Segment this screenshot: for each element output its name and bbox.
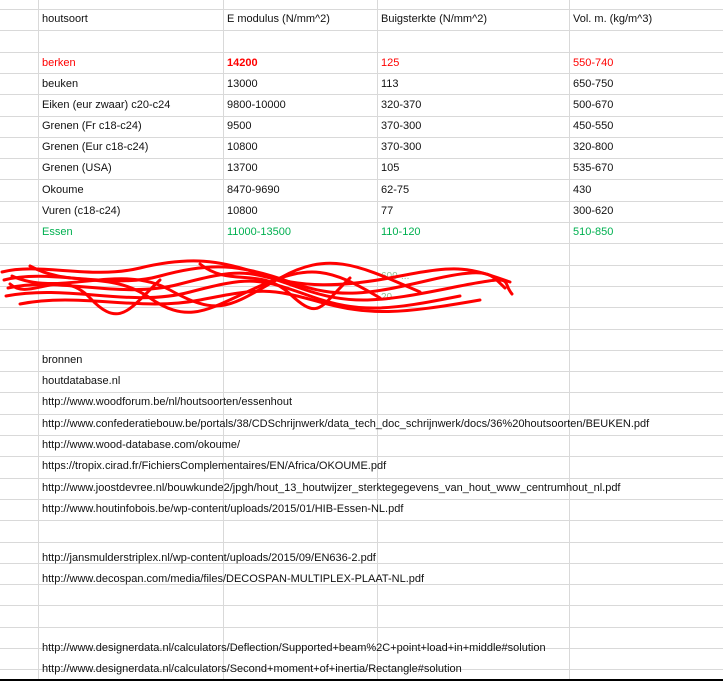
red-scribble-redaction [0,258,520,318]
table-cell-buig[interactable]: 125 [381,57,400,69]
obscured-cell[interactable]: 20 [381,292,393,303]
table-cell-emod[interactable]: 13700 [227,162,258,174]
sources-title[interactable]: bronnen [42,354,83,366]
table-cell-emod[interactable]: 9500 [227,120,252,132]
table-cell-vol[interactable]: 300-620 [573,205,614,217]
row-divider [0,627,723,628]
table-cell-name[interactable]: beuken [42,78,79,90]
table-cell-vol[interactable]: 550-740 [573,57,614,69]
table-cell-buig[interactable]: 370-300 [381,120,422,132]
table-row [0,74,723,95]
table-cell-emod[interactable]: 9800-10000 [227,99,286,111]
table-cell-vol[interactable]: 500-670 [573,99,614,111]
source-link[interactable]: https://tropix.cirad.fr/FichiersComplementaires/EN/Africa/OKOUME.pdf [42,460,387,473]
table-cell-emod[interactable]: 10800 [227,205,258,217]
table-cell-buig[interactable]: 77 [381,205,394,217]
source-row [0,456,723,477]
obscured-cell[interactable]: 600-... [381,271,410,282]
table-cell-emod[interactable]: 11000-13500 [227,226,292,238]
source-link[interactable]: http://www.confederatiebouw.be/portals/38/CDSchrijnwerk/data_tech_doc_schrijnwerk/docs/36%20houtsoorten/BEUKEN.pdf [42,417,650,430]
source-link[interactable]: http://www.designerdata.nl/calculators/Second+moment+of+inertia/Rectangle#solution [42,663,462,676]
source-row [0,414,723,435]
table-cell-buig[interactable]: 320-370 [381,99,422,111]
table-row [0,116,723,137]
table-cell-emod[interactable]: 14200 [227,57,258,69]
table-cell-vol[interactable]: 320-800 [573,141,614,153]
table-cell-buig[interactable]: 370-300 [381,141,422,153]
row-divider [0,520,723,521]
source-link[interactable]: http://www.designerdata.nl/calculators/Deflection/Supported+beam%2C+point+load+in+middle#solution [42,642,546,654]
source-link[interactable]: http://www.houtinfobois.be/wp-content/uploads/2015/01/HIB-Essen-NL.pdf [42,502,404,515]
table-row [0,95,723,116]
source-row [0,638,723,659]
source-link[interactable]: http://jansmulderstriplex.nl/wp-content/uploads/2015/09/EN636-2.pdf [42,552,376,564]
table-cell-vol[interactable]: 450-550 [573,120,614,132]
table-cell-name[interactable]: Grenen (USA) [42,162,112,174]
source-row [0,659,723,680]
table-cell-buig[interactable]: 62-75 [381,184,410,196]
header-cell-buigsterkte[interactable]: Buigsterkte (N/mm^2) [381,13,488,25]
source-row [0,569,723,590]
source-row [0,392,723,413]
source-row [0,435,723,456]
table-row [0,222,723,243]
source-link[interactable]: http://www.decospan.com/media/files/DECOSPAN-MULTIPLEX-PLAAT-NL.pdf [42,573,425,586]
table-cell-vol[interactable]: 510-850 [573,226,614,238]
source-link[interactable]: http://www.woodforum.be/nl/houtsoorten/essenhout [42,396,293,409]
row-divider [0,30,723,31]
row-divider [0,329,723,330]
table-row [0,53,723,74]
table-cell-name[interactable]: Vuren (c18-c24) [42,205,121,217]
row-divider [0,542,723,543]
table-row [0,137,723,158]
source-link[interactable]: http://www.joostdevree.nl/bouwkunde2/jpgh/hout_13_houtwijzer_sterktegegevens_van_hout_www_centrumhout_nl.pdf [42,481,621,494]
table-cell-vol[interactable]: 430 [573,184,592,196]
table-cell-emod[interactable]: 8470-9690 [227,184,280,196]
header-cell-houtsoort[interactable]: houtsoort [42,13,88,25]
source-row [0,371,723,392]
header-row [0,9,723,30]
table-cell-name[interactable]: Grenen (Fr c18-c24) [42,120,142,132]
source-link[interactable]: http://www.wood-database.com/okoume/ [42,438,241,451]
table-cell-name[interactable]: Okoume [42,184,84,196]
table-cell-emod[interactable]: 13000 [227,78,258,90]
table-cell-emod[interactable]: 10800 [227,141,258,153]
table-cell-buig[interactable]: 113 [381,78,399,90]
table-cell-vol[interactable]: 650-750 [573,78,614,90]
row-divider [0,605,723,606]
table-cell-buig[interactable]: 105 [381,162,400,174]
sources-title-row [0,350,723,371]
source-row [0,499,723,520]
row-divider [0,243,723,244]
table-cell-name[interactable]: Essen [42,226,73,238]
table-cell-name[interactable]: berken [42,57,76,69]
table-cell-name[interactable]: Eiken (eur zwaar) c20-c24 [42,99,171,111]
table-cell-buig[interactable]: 110-120 [381,226,421,238]
table-cell-vol[interactable]: 535-670 [573,162,614,174]
header-cell-volumieke-massa[interactable]: Vol. m. (kg/m^3) [573,13,653,25]
table-row [0,201,723,222]
source-row [0,478,723,499]
table-cell-name[interactable]: Grenen (Eur c18-c24) [42,141,149,153]
header-cell-e-modulus[interactable]: E modulus (N/mm^2) [227,13,330,25]
source-link[interactable]: houtdatabase.nl [42,375,121,387]
table-row [0,180,723,201]
source-row [0,548,723,569]
table-row [0,158,723,179]
